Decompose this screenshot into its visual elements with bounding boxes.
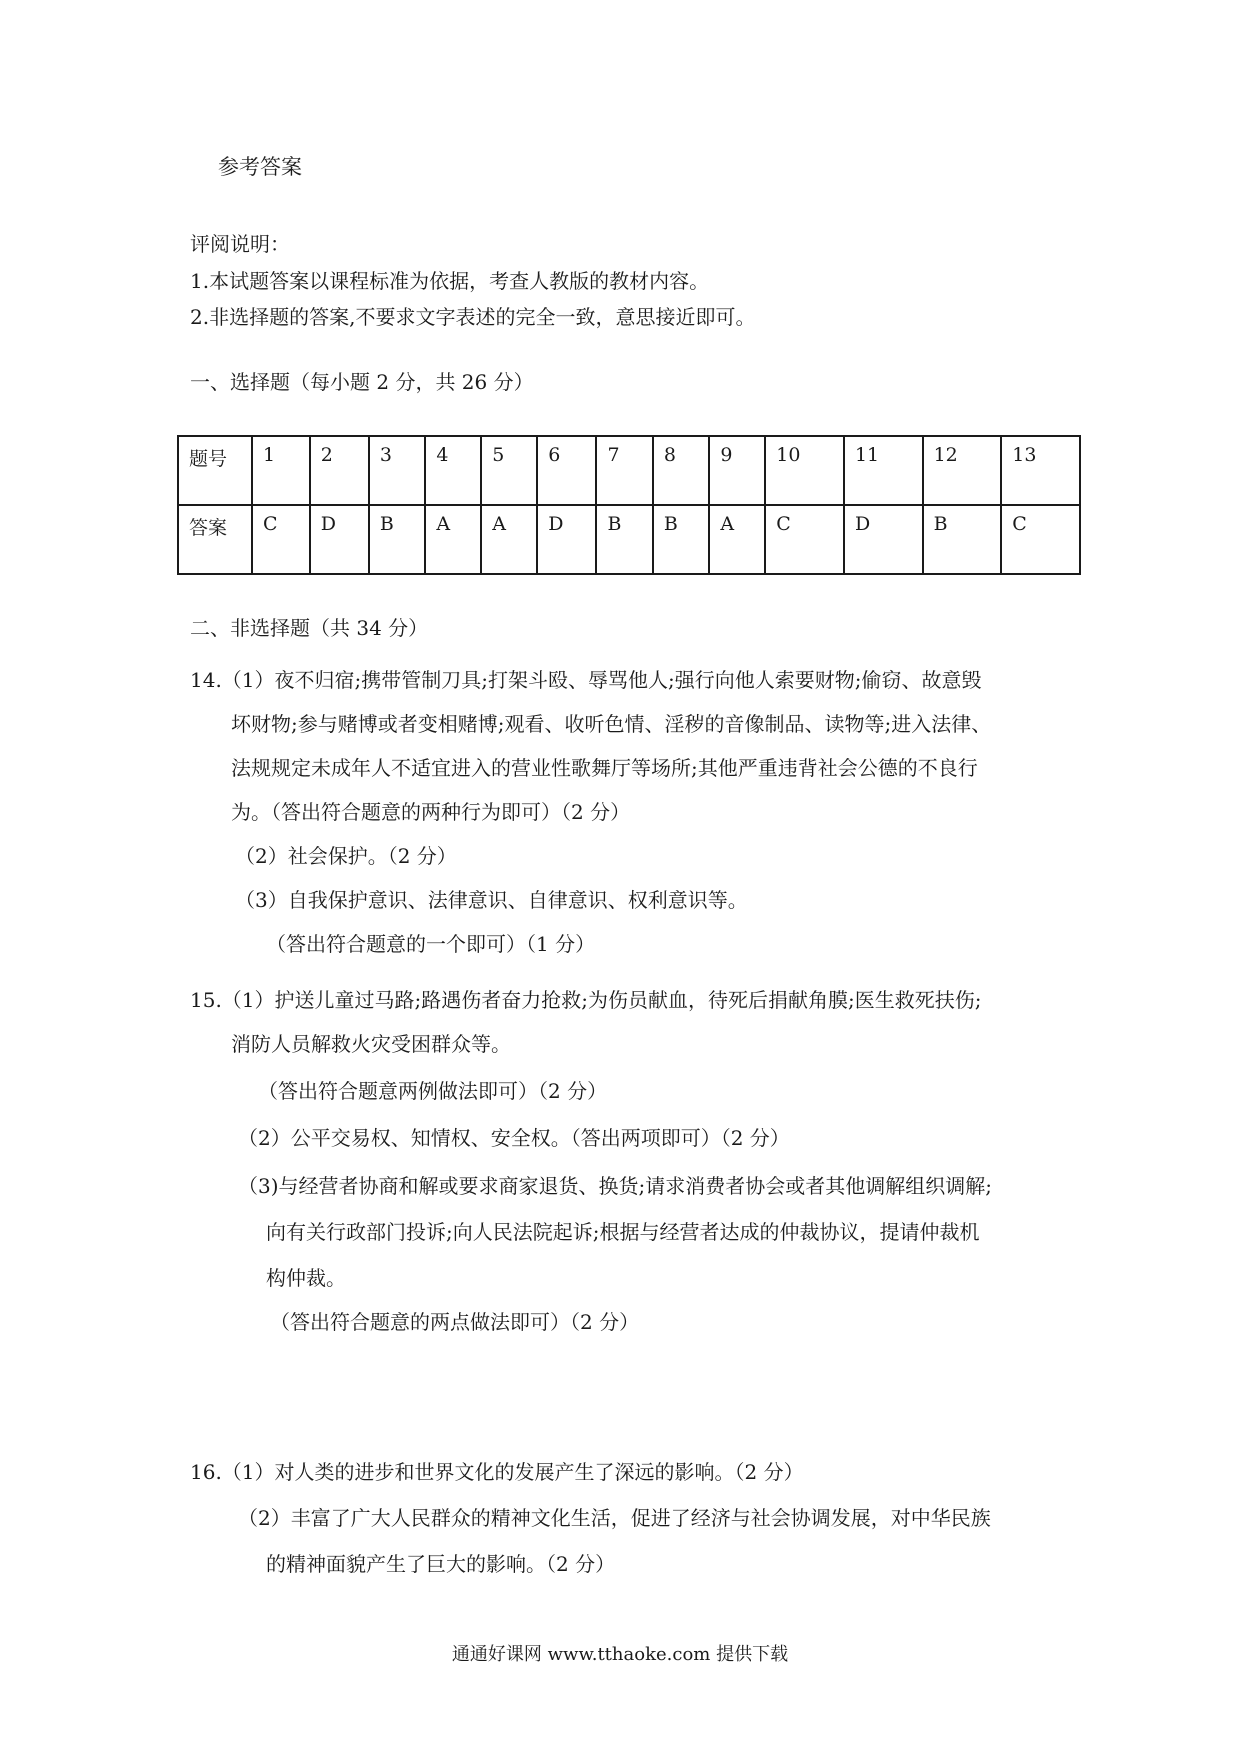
notes-heading: 评阅说明：	[190, 232, 290, 256]
question-number: 12	[923, 436, 1002, 505]
answer-cell: D	[844, 505, 923, 574]
answer-cell: A	[709, 505, 765, 574]
question-number: 1	[252, 436, 310, 505]
answer-line: 14.（1）夜不归宿;携带管制刀具;打架斗殴、辱骂他人;强行向他人索要财物;偷窃、故意毁	[190, 668, 982, 692]
table-row-numbers	[178, 436, 1080, 505]
row-label-numbers: 题号	[178, 436, 252, 505]
question-number: 10	[765, 436, 844, 505]
answer-line: 法规规定未成年人不适宜进入的营业性歌舞厅等场所;其他严重违背社会公德的不良行	[231, 756, 978, 780]
answer-line: 为。（答出符合题意的两种行为即可）（2 分）	[231, 800, 631, 824]
answer-line: （3）自我保护意识、法律意识、自律意识、权利意识等。	[235, 888, 748, 912]
question-number: 5	[481, 436, 537, 505]
answer-line: （答出符合题意两例做法即可）（2 分）	[258, 1079, 608, 1103]
answer-table	[177, 435, 1081, 575]
question-number: 6	[537, 436, 596, 505]
question-number: 11	[844, 436, 923, 505]
answer-cell: D	[537, 505, 596, 574]
answer-cell: D	[310, 505, 369, 574]
answer-cell: C	[252, 505, 310, 574]
answer-line: （2）社会保护。（2 分）	[235, 844, 457, 868]
answer-line: 消防人员解救火灾受困群众等。	[231, 1032, 511, 1056]
note-item-2: 2.非选择题的答案,不要求文字表述的完全一致，意思接近即可。	[190, 305, 756, 329]
question-number: 9	[709, 436, 765, 505]
answer-cell: C	[765, 505, 844, 574]
answer-line: （3)与经营者协商和解或要求商家退货、换货;请求消费者协会或者其他调解组织调解;	[238, 1174, 993, 1198]
page-title: 参考答案	[218, 155, 302, 179]
answer-line: 坏财物;参与赌博或者变相赌博;观看、收听色情、淫秽的音像制品、读物等;进入法律、	[231, 712, 992, 736]
row-label-answers: 答案	[178, 505, 252, 574]
answer-cell: A	[481, 505, 537, 574]
answer-line: （2）公平交易权、知情权、安全权。（答出两项即可）（2 分）	[238, 1126, 790, 1150]
question-number: 4	[425, 436, 481, 505]
answer-cell: B	[596, 505, 652, 574]
answer-line: （答出符合题意的两点做法即可）（2 分）	[270, 1310, 640, 1334]
question-number: 2	[310, 436, 369, 505]
answer-cell: B	[923, 505, 1002, 574]
question-number: 13	[1001, 436, 1080, 505]
answer-cell: A	[425, 505, 481, 574]
question-number: 8	[653, 436, 709, 505]
section1-heading: 一、选择题（每小题 2 分，共 26 分）	[190, 370, 534, 394]
answer-line: 向有关行政部门投诉;向人民法院起诉;根据与经营者达成的仲裁协议，提请仲裁机	[266, 1220, 980, 1244]
answer-line: 的精神面貌产生了巨大的影响。（2 分）	[266, 1552, 616, 1576]
answer-line: 15.（1）护送儿童过马路;路遇伤者奋力抢救;为伤员献血，待死后捐献角膜;医生救死扶伤;	[190, 988, 982, 1012]
answer-line: （答出符合题意的一个即可）（1 分）	[266, 932, 596, 956]
question-number: 7	[596, 436, 652, 505]
page-footer: 通通好课网 www.tthaoke.com 提供下载	[451, 1644, 789, 1665]
question-number: 3	[369, 436, 425, 505]
table-row-answers	[178, 505, 1080, 574]
answer-cell: B	[653, 505, 709, 574]
answer-cell: B	[369, 505, 425, 574]
note-item-1: 1.本试题答案以课程标准为依据，考查人教版的教材内容。	[190, 269, 710, 293]
answer-cell: C	[1001, 505, 1080, 574]
answer-line: （2）丰富了广大人民群众的精神文化生活，促进了经济与社会协调发展，对中华民族	[238, 1506, 991, 1530]
answer-line: 构仲裁。	[266, 1266, 346, 1290]
answer-line: 16.（1）对人类的进步和世界文化的发展产生了深远的影响。（2 分）	[190, 1460, 804, 1484]
section2-heading: 二、非选择题（共 34 分）	[190, 616, 429, 640]
